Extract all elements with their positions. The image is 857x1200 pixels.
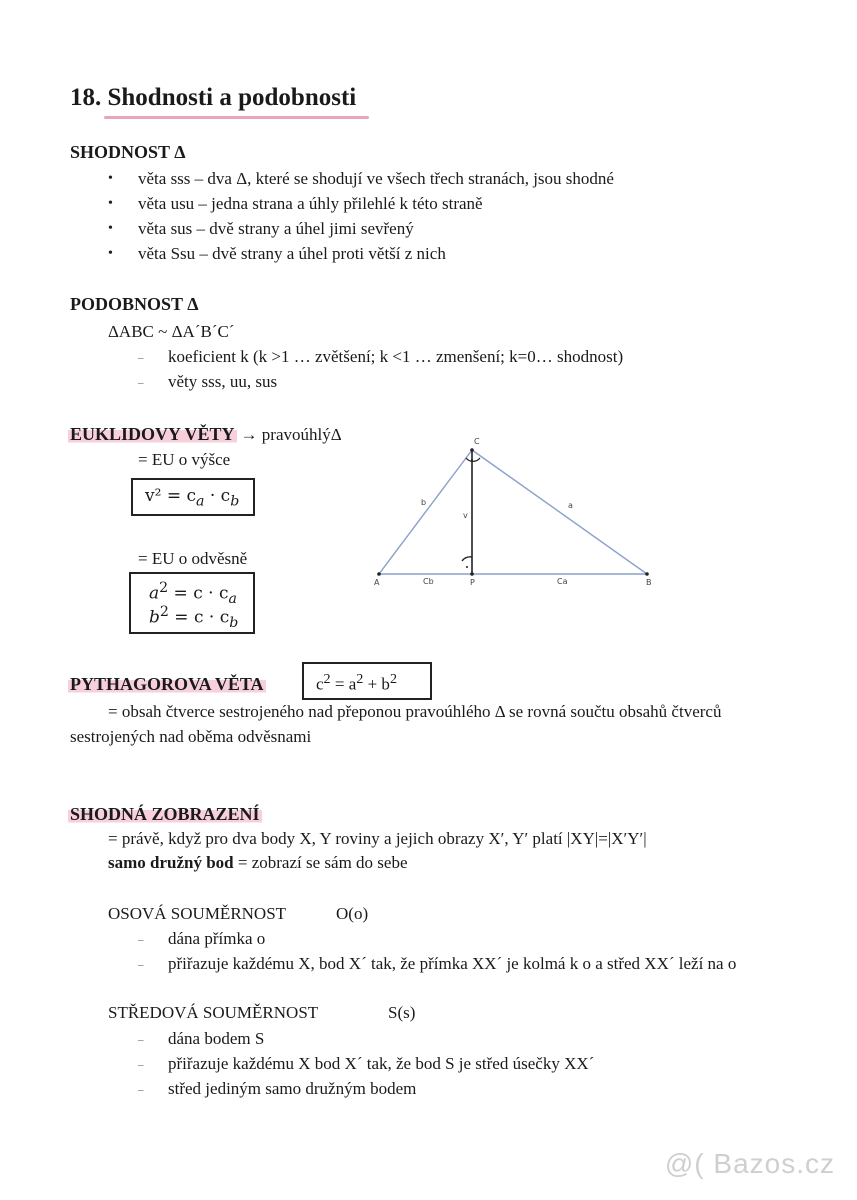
list-item: – koeficient k (k >1 … zvětšení; k <1 … zmenšení; k=0… shodnost) (138, 344, 623, 369)
list-item: – přiřazuje každému X, bod X´ tak, že přímka XX´ je kolmá k o a střed XX´ leží na o (138, 951, 736, 976)
list-item: – přiřazuje každému X bod X´ tak, že bod S je střed úsečky XX´ (138, 1051, 594, 1076)
shodnost-heading: SHODNOST Δ (70, 142, 186, 162)
zobrazeni-heading: SHODNÁ ZOBRAZENÍ (70, 804, 260, 824)
zobrazeni-def: = právě, když pro dva body X, Y roviny a jejich obrazy X′, Y′ platí |XY|=|X′Y′| (108, 829, 647, 848)
podobnost-list (138, 344, 623, 394)
euklid-heading: EUKLIDOVY VĚTY (70, 424, 235, 444)
list-item: – věty sss, uu, sus (138, 369, 623, 394)
osova-symbol: O(o) (336, 904, 369, 923)
list-item: – střed jediným samo družným bodem (138, 1076, 594, 1101)
list-item: • věta sus – dvě strany a úhel jimi sevřený (108, 216, 614, 241)
zobrazeni-heading-row (68, 804, 262, 825)
samo-druzny-bold: samo družný bod (108, 853, 234, 872)
label-b: B (646, 578, 652, 587)
euklid-heading-row (68, 424, 342, 445)
euklid-arrow-text: → pravoúhlýΔ (240, 425, 342, 444)
label-v: v (463, 511, 468, 520)
eu-odvesna-formula-box (129, 572, 255, 634)
list-item: • věta sss – dva Δ, které se shodují ve všech třech stranách, jsou shodné (108, 166, 614, 191)
samo-druzny-rest: = zobrazí se sám do sebe (233, 853, 408, 872)
eu-vyska-formula-box (131, 478, 255, 516)
pythagoras-formula-box (302, 662, 432, 700)
side-a (472, 450, 647, 574)
eu-vyska-formula: $v^2 = c_a \cdot c_b$ (145, 486, 240, 510)
label-side-a: a (568, 501, 573, 510)
stredova-heading: STŘEDOVÁ SOUMĚRNOST (108, 1003, 319, 1022)
stredova-symbol: S(s) (388, 1003, 416, 1022)
label-p: P (470, 578, 475, 587)
eu-odvesna-label: = EU o odvěsně (138, 549, 248, 568)
eu-vyska-label: = EU o výšce (138, 450, 231, 469)
list-item: – dána přímka o (138, 926, 736, 951)
right-angle-p (462, 557, 472, 561)
osova-list (138, 926, 736, 976)
podobnost-heading: PODOBNOST Δ (70, 294, 199, 314)
pythagoras-heading: PYTHAGOROVA VĚTA (70, 674, 264, 694)
label-a: A (374, 578, 380, 587)
side-b (379, 450, 472, 574)
label-c: C (474, 437, 480, 446)
label-cb: Cb (423, 577, 434, 586)
right-angle-c (466, 458, 480, 461)
samo-druzny-line (108, 853, 408, 873)
osova-heading: OSOVÁ SOUMĚRNOST (108, 904, 287, 923)
podobnost-relation: ΔABC ~ ΔA´B´C´ (108, 322, 235, 341)
list-item: – dána bodem S (138, 1026, 594, 1051)
right-triangle-diagram (370, 436, 660, 591)
pythagoras-formula: $c^2 = a^2 + b^2$ (316, 671, 398, 694)
title-underline (104, 116, 369, 119)
watermark: @( Bazos.cz (664, 1148, 835, 1179)
eu-odvesna-formula-a: $a^2 = c \cdot c_a$ (149, 580, 237, 608)
pythagoras-line2: sestrojených nad oběma odvěsnami (70, 727, 312, 746)
pythagoras-heading-row (68, 674, 266, 695)
eu-odvesna-formula-b: $b^2 = c \cdot c_b$ (149, 604, 239, 632)
label-side-b: b (421, 498, 427, 507)
shodnost-list (108, 166, 614, 266)
page-title: 18. Shodnosti a podobnosti (70, 84, 357, 111)
list-item: • věta usu – jedna strana a úhly přilehlé k této straně (108, 191, 614, 216)
stredova-list (138, 1026, 594, 1101)
list-item: • věta Ssu – dvě strany a úhel proti větší z nich (108, 241, 614, 266)
label-ca: Ca (557, 577, 568, 586)
pythagoras-line1: = obsah čtverce sestrojeného nad přeponou pravoúhlého Δ se rovná součtu obsahů čtverců (108, 702, 722, 721)
